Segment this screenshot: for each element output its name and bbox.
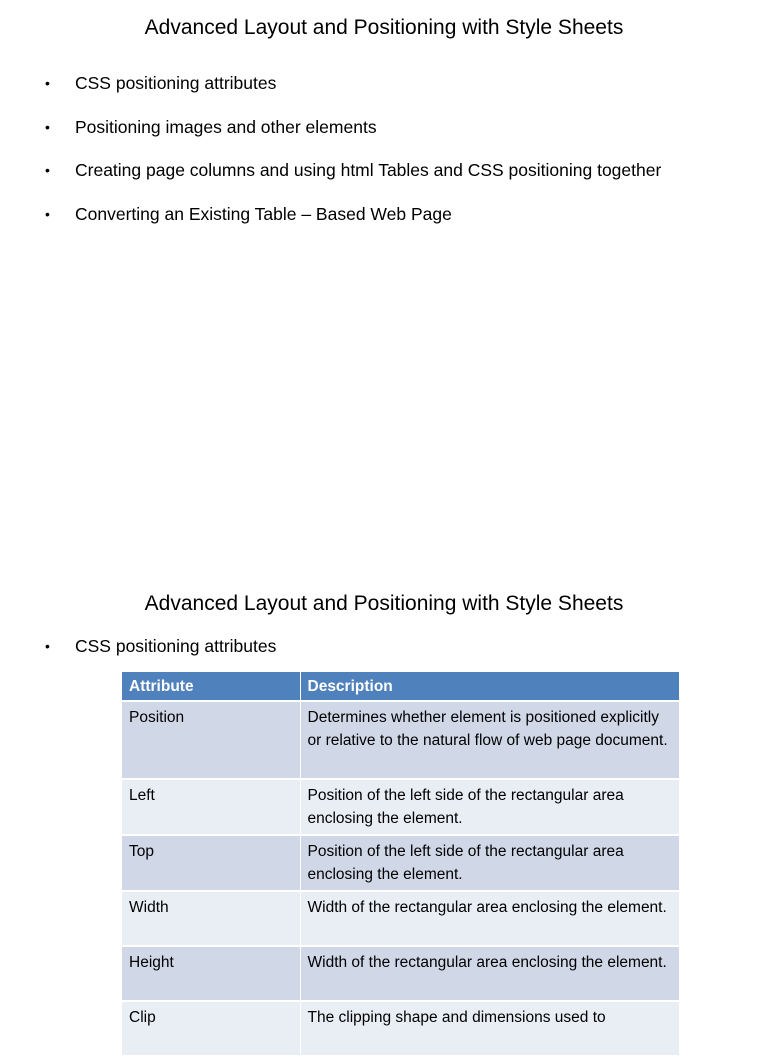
attribute-cell: Width (122, 891, 300, 946)
bullet-icon: • (45, 162, 50, 178)
slide-title: Advanced Layout and Positioning with Style Sheets (144, 592, 624, 615)
attribute-cell: Position (122, 701, 300, 779)
bullet-text: CSS positioning attributes (75, 73, 277, 93)
attribute-cell: Left (122, 779, 300, 835)
attribute-cell: Height (122, 946, 300, 1001)
table-row (122, 891, 679, 946)
description-cell: Determines whether element is positioned explicitly or relative to the natural flow of web page document. (300, 701, 679, 779)
table-row (122, 946, 679, 1001)
attribute-cell: Clip (122, 1001, 300, 1056)
bullet-icon: • (45, 638, 50, 654)
column-header-description: Description (300, 672, 679, 701)
bullet-text: Creating page columns and using html Tables and CSS positioning together (75, 160, 662, 180)
bullet-text: Positioning images and other elements (75, 116, 377, 137)
attribute-cell: Top (122, 835, 300, 891)
bullet-icon: • (45, 205, 50, 222)
table-row (122, 1001, 679, 1056)
description-cell: Position of the left side of the rectangular area enclosing the element. (300, 835, 679, 891)
description-cell: Width of the rectangular area enclosing the element. (300, 891, 679, 946)
table-row (122, 701, 679, 779)
bullet-icon: • (45, 75, 50, 91)
description-cell: Position of the left side of the rectangular area enclosing the element. (300, 779, 679, 835)
table-row (122, 835, 679, 891)
description-cell: Width of the rectangular area enclosing the element. (300, 946, 679, 1001)
slide-title: Advanced Layout and Positioning with Style Sheets (144, 16, 624, 39)
description-cell: The clipping shape and dimensions used to (300, 1001, 679, 1056)
column-header-attribute: Attribute (122, 672, 300, 701)
slide-2 (0, 576, 768, 1024)
table-row (122, 779, 679, 835)
attributes-table (122, 672, 679, 1057)
table-header-row (122, 672, 679, 701)
bullet-text: CSS positioning attributes (75, 636, 277, 656)
bullet-text: Converting an Existing Table – Based Web Page (75, 203, 452, 224)
bullet-icon: • (45, 118, 50, 135)
